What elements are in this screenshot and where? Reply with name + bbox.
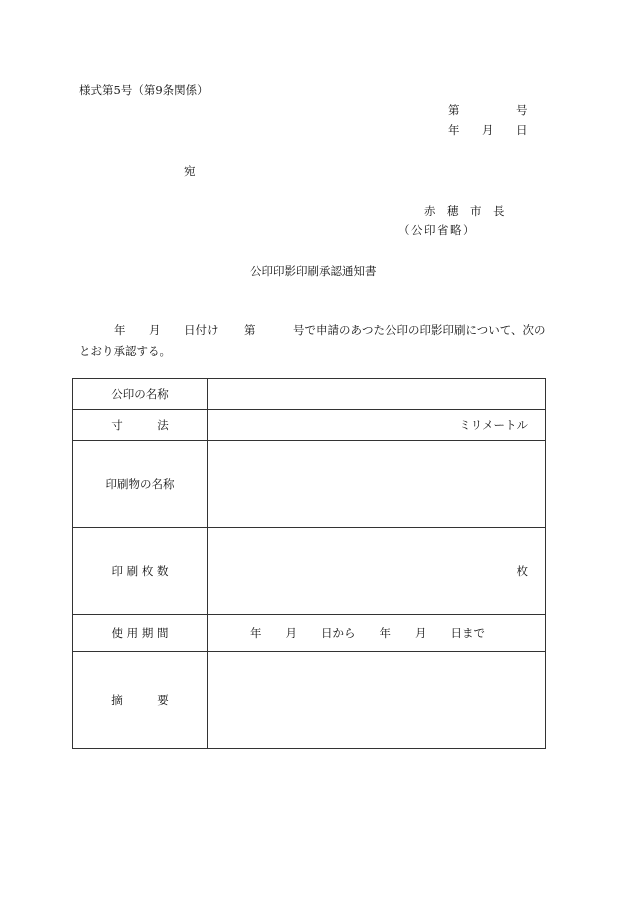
usage-period-template bbox=[250, 625, 485, 641]
table-row bbox=[73, 528, 546, 615]
period-end-year: 年 bbox=[379, 626, 391, 640]
period-start-day: 日から bbox=[321, 626, 356, 640]
body-month: 月 bbox=[149, 323, 161, 337]
body-number-prefix: 第 bbox=[244, 323, 256, 337]
table-row bbox=[73, 379, 546, 410]
table-row bbox=[73, 652, 546, 749]
printed-matter-name-label: 印刷物の名称 bbox=[73, 441, 208, 528]
print-count-unit: 枚 bbox=[516, 564, 528, 578]
body-line2: とおり承認する。 bbox=[79, 344, 171, 358]
print-count-field[interactable] bbox=[208, 528, 546, 615]
approval-details-table bbox=[72, 378, 546, 749]
table-row bbox=[73, 410, 546, 441]
printed-matter-name-field[interactable] bbox=[208, 441, 546, 528]
issuer-name: 赤 穂 市 長 bbox=[424, 204, 505, 218]
date-year: 年 bbox=[448, 123, 460, 137]
doc-number-suffix: 号 bbox=[516, 103, 528, 117]
body-year: 年 bbox=[114, 323, 126, 337]
period-start-month: 月 bbox=[285, 626, 297, 640]
remarks-field[interactable] bbox=[208, 652, 546, 749]
dimensions-field[interactable] bbox=[208, 410, 546, 441]
usage-period-field[interactable] bbox=[208, 615, 546, 652]
period-start-year: 年 bbox=[250, 626, 262, 640]
usage-period-label: 使 用 期 間 bbox=[73, 615, 208, 652]
date-month: 月 bbox=[482, 123, 494, 137]
body-line1-rest: 号で申請のあつた公印の印影印刷について、次の bbox=[293, 323, 546, 337]
table-row bbox=[73, 615, 546, 652]
remarks-label: 摘 要 bbox=[73, 652, 208, 749]
period-end-day: 日まで bbox=[450, 626, 485, 640]
dimensions-label: 寸 法 bbox=[73, 410, 208, 441]
table-row bbox=[73, 441, 546, 528]
addressee-suffix: 宛 bbox=[184, 164, 196, 178]
seal-name-field[interactable] bbox=[208, 379, 546, 410]
seal-omitted-note: （公印省略） bbox=[398, 223, 476, 237]
date-day: 日 bbox=[516, 123, 528, 137]
doc-number-prefix: 第 bbox=[448, 103, 460, 117]
body-date-suffix: 日付け bbox=[184, 323, 219, 337]
dimensions-unit: ミリメートル bbox=[459, 418, 528, 432]
period-end-month: 月 bbox=[415, 626, 427, 640]
document-title: 公印印影印刷承認通知書 bbox=[250, 264, 377, 278]
form-number: 様式第5号（第9条関係） bbox=[79, 83, 209, 97]
print-count-label: 印 刷 枚 数 bbox=[73, 528, 208, 615]
seal-name-label: 公印の名称 bbox=[73, 379, 208, 410]
